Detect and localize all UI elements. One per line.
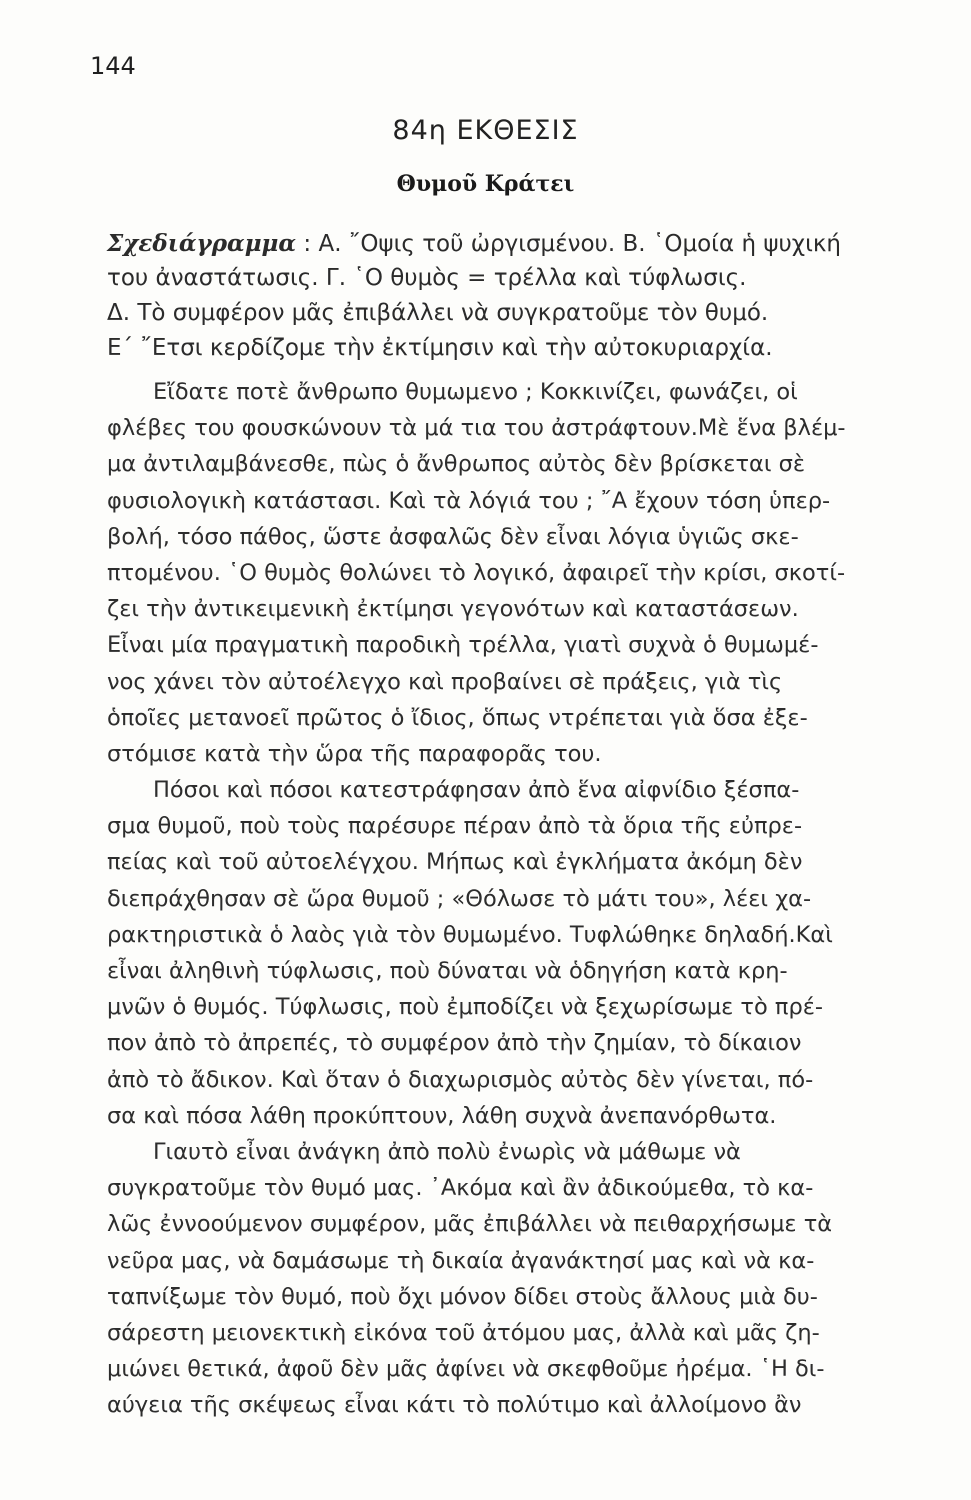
paragraph-line: πτομένου. ῾Ο θυμὸς θολώνει τὸ λογικό, ἀφαιρεῖ τὴν κρίσι, σκοτί- — [107, 559, 846, 586]
paragraph-line: ὁποῖες μετανοεῖ πρῶτος ὁ ἴδιος, ὅπως ντρέπεται γιὰ ὅσα ἐξε- — [107, 704, 808, 731]
paragraph-line: ἀπὸ τὸ ἄδικον. Καὶ ὅταν ὁ διαχωρισμὸς αὐτὸς δὲν γίνεται, πό- — [107, 1066, 814, 1093]
outline-line: του ἀναστάτωσις. Γ. ῾Ο θυμὸς = τρέλλα καὶ τύφλωσις. — [107, 265, 747, 291]
paragraph-line: μνῶν ὁ θυμός. Τύφλωσις, ποὺ ἐμποδίζει νὰ ξεχωρίσωμε τὸ πρέ- — [107, 994, 824, 1021]
paragraph-line: σμα θυμοῦ, ποὺ τοὺς παρέσυρε πέραν ἀπὸ τὰ ὅρια τῆς εὐπρε- — [107, 813, 803, 840]
paragraph-line: ταπνίξωμε τὸν θυμό, ποὺ ὄχι μόνον δίδει στοὺς ἄλλους μιὰ δυ- — [107, 1283, 818, 1310]
outline-section — [107, 226, 907, 366]
paragraph-line: σάρεστη μειονεκτικὴ εἰκόνα τοῦ ἀτόμου μας, ἀλλὰ καὶ μᾶς ζη- — [107, 1319, 820, 1346]
paragraph-line: συγκρατοῦμε τὸν θυμό μας. ᾿Ακόμα καὶ ἂν ἀδικούμεθα, τὸ κα- — [107, 1175, 814, 1202]
outline-line: Δ. Τὸ συμφέρον μᾶς ἐπιβάλλει νὰ συγκρατοῦμε τὸν θυμό. — [107, 300, 769, 326]
paragraph-line: μιώνει θετικά, ἀφοῦ δὲν μᾶς ἀφίνει νὰ σκεφθοῦμε ἠρέμα. ῾Η δι- — [107, 1356, 825, 1383]
outline-line-text: : Α. ῎Οψις τοῦ ὠργισμένου. Β. ῾Ομοία ἡ ψυχική — [296, 231, 842, 257]
essay-subtitle: Θυμοῦ Κράτει — [396, 171, 575, 197]
page-number: 144 — [90, 52, 136, 80]
paragraph-line: διεπράχθησαν σὲ ὥρα θυμοῦ ; «Θόλωσε τὸ μάτι του», λέει χα- — [107, 885, 812, 912]
body-text — [107, 374, 907, 1423]
paragraph-line: πείας καὶ τοῦ αὐτοελέγχου. Μήπως καὶ ἐγκλήματα ἀκόμη δὲν — [107, 849, 803, 876]
paragraph-line: νεῦρα μας, νὰ δαμάσωμε τὴ δικαία ἀγανάκτησί μας καὶ νὰ κα- — [107, 1247, 815, 1274]
paragraph-line: στόμισε κατὰ τὴν ὥρα τῆς παραφορᾶς του. — [107, 740, 602, 767]
paragraph-line: Γιαυτὸ εἶναι ἀνάγκη ἀπὸ πολὺ ἐνωρὶς νὰ μάθωμε νὰ — [153, 1138, 741, 1165]
paragraph-line: πον ἀπὸ τὸ ἀπρεπές, τὸ συμφέρον ἀπὸ τὴν ζημίαν, τὸ δίκαιον — [107, 1030, 802, 1057]
essay-title: 84η ΕΚΘΕΣΙΣ — [392, 115, 579, 146]
paragraph-line: εἶναι ἀληθινὴ τύφλωσις, ποὺ δύναται νὰ ὁδηγήση κατὰ κρη- — [107, 958, 788, 984]
outline-line: Ε΄ ῎Ετσι κερδίζομε τὴν ἐκτίμησιν καὶ τὴν αὐτοκυριαρχία. — [107, 335, 773, 361]
outline-line — [107, 226, 907, 261]
paragraph-line: Εἶναι μία πραγματικὴ παροδικὴ τρέλλα, γιατὶ συχνὰ ὁ θυμωμέ- — [107, 632, 819, 659]
paragraph-line: φλέβες του φουσκώνουν τὰ μά τια του ἀστράφτουν.Μὲ ἕνα βλέμ- — [107, 415, 846, 442]
paragraph-line: βολή, τόσο πάθος, ὥστε ἀσφαλῶς δὲν εἶναι λόγια ὑγιῶς σκε- — [107, 523, 799, 550]
paragraph-line: ρακτηριστικὰ ὁ λαὸς γιὰ τὸν θυμωμένο. Τυφλώθηκε δηλαδή.Καὶ — [107, 921, 833, 948]
paragraph-line: λῶς ἐννοούμενον συμφέρον, μᾶς ἐπιβάλλει νὰ πειθαρχήσωμε τὰ — [107, 1211, 833, 1238]
outline-label: Σχεδιάγραμμα — [107, 230, 297, 257]
paragraph-line: μα ἀντιλαμβάνεσθε, πὼς ὁ ἄνθρωπος αὐτὸς δὲν βρίσκεται σὲ — [107, 451, 806, 478]
paragraph-line: ζει τὴν ἀντικειμενικὴ ἐκτίμησι γεγονότων καὶ καταστάσεων. — [107, 596, 799, 623]
paragraph-line: φυσιολογικὴ κατάστασι. Καὶ τὰ λόγιά του ; ῎Α ἔχουν τόση ὑπερ- — [107, 487, 831, 514]
paragraph-line: Πόσοι καὶ πόσοι κατεστράφησαν ἀπὸ ἕνα αἰφνίδιο ξέσπα- — [153, 777, 800, 804]
paragraph-line: σα καὶ πόσα λάθη προκύπτουν, λάθη συχνὰ ἀνεπανόρθωτα. — [107, 1102, 777, 1129]
paragraph-line: αύγεια τῆς σκέψεως εἶναι κάτι τὸ πολύτιμο καὶ ἀλλοίμονο ἂν — [107, 1392, 802, 1419]
paragraph-line: Εἴδατε ποτὲ ἄνθρωπο θυμωμενο ; Κοκκινίζει, φωνάζει, οἱ — [153, 379, 798, 405]
paragraph-line: νος χάνει τὸν αὐτοέλεγχο καὶ προβαίνει σὲ πράξεις, γιὰ τὶς — [107, 668, 783, 695]
